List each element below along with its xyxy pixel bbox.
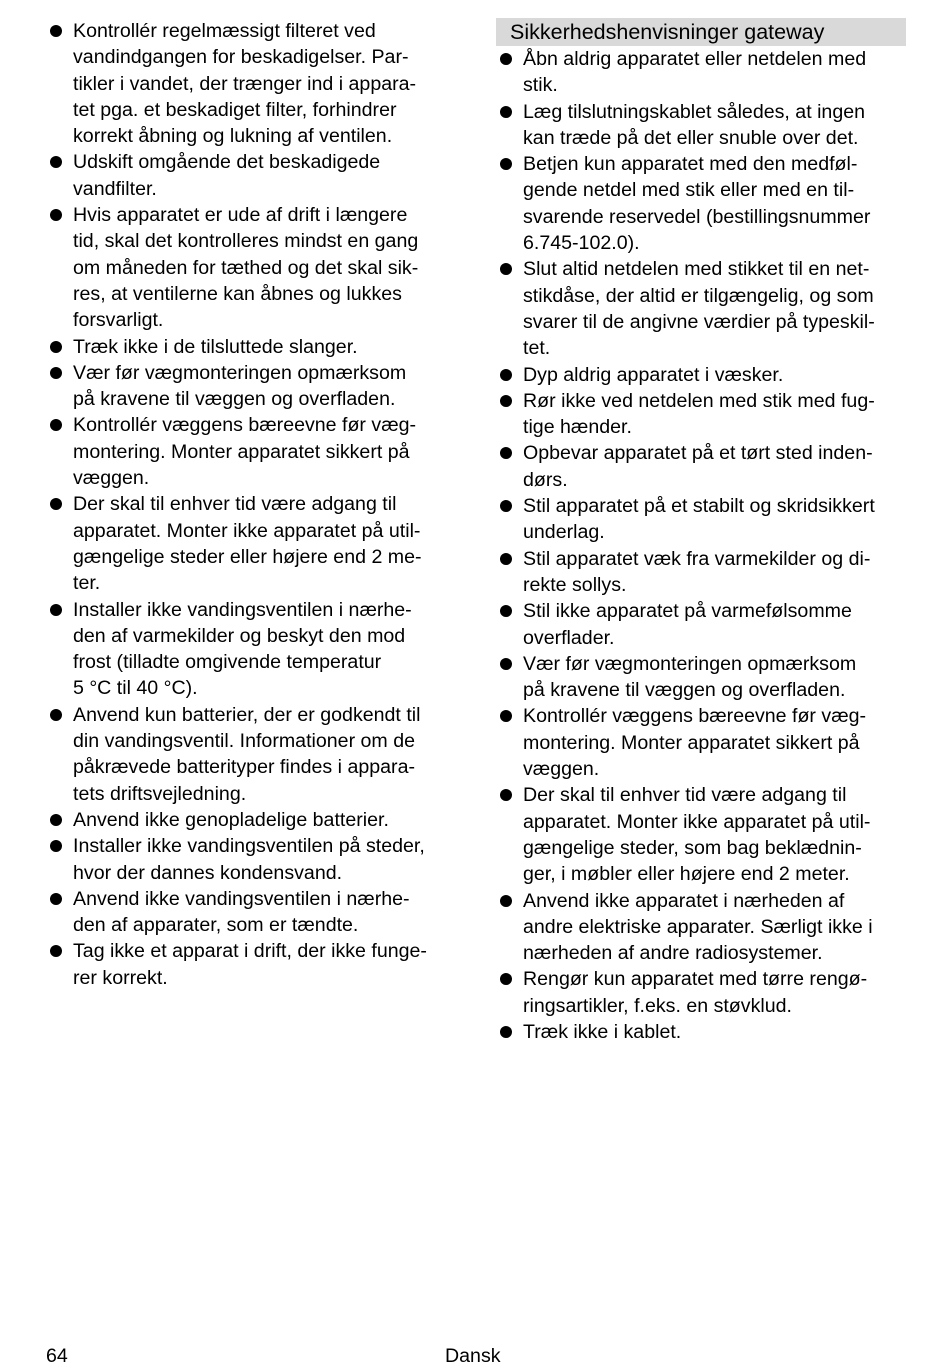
bullet-icon: [500, 500, 512, 512]
list-item-text: Åbn aldrig apparatet eller netdelen med stik.: [523, 48, 867, 97]
list-item-text: Anvend ikke genopladelige batterier.: [73, 808, 389, 831]
bullet-icon: [500, 369, 512, 381]
list-item: [496, 493, 906, 546]
bullet-icon: [500, 895, 512, 907]
list-item-text: Dyp aldrig apparatet i væsker.: [523, 363, 784, 386]
list-item: [46, 412, 460, 491]
list-item-text: Vær før vægmonteringen opmærksom på kravene til væggen og overfladen.: [523, 652, 857, 702]
bullet-icon: [50, 498, 62, 510]
list-item: [46, 597, 460, 702]
bullet-icon: [500, 710, 512, 722]
bullet-icon: [500, 553, 512, 565]
list-item: [496, 546, 906, 599]
list-item: [46, 18, 460, 149]
bullet-icon: [50, 367, 62, 379]
bullet-icon: [500, 395, 512, 407]
list-item-text: Anvend ikke apparatet i nærheden af andre elektriske apparater. Særligt ikke i nærheden af andre radiosystemer.: [523, 889, 873, 965]
list-item: [46, 491, 460, 596]
list-item-text: Træk ikke i de tilsluttede slanger.: [73, 335, 358, 358]
list-item: [46, 938, 460, 991]
list-item-text: Tag ikke et apparat i drift, der ikke funge- rer korrekt.: [73, 940, 427, 989]
bullet-icon: [500, 789, 512, 801]
bullet-icon: [50, 840, 62, 852]
list-item: [496, 46, 906, 99]
bullet-icon: [50, 209, 62, 221]
list-item: [46, 360, 460, 413]
list-item: [46, 886, 460, 939]
bullet-icon: [500, 158, 512, 170]
list-item-text: Vær før vægmonteringen opmærksom på kravene til væggen og overfladen.: [73, 361, 407, 411]
list-item: [496, 703, 906, 782]
bullet-icon: [500, 605, 512, 617]
list-item-text: Kontrollér væggens bæreevne før væg- montering. Monter apparatet sikkert på væggen.: [523, 705, 867, 781]
list-item: [496, 782, 906, 887]
list-item-text: Opbevar apparatet på et tørt sted inden- dørs.: [523, 442, 873, 491]
list-item: [46, 334, 460, 360]
bullet-icon: [50, 945, 62, 957]
list-item: [496, 151, 906, 256]
list-item: [496, 651, 906, 704]
bullet-icon: [50, 604, 62, 616]
list-item: [496, 362, 906, 388]
list-item-text: Betjen kun apparatet med den medføl- gende netdel med stik eller med en til- svarende reservedel (bestillingsnummer 6.745-102.0).: [523, 153, 871, 255]
bullet-icon: [50, 25, 62, 37]
bullet-icon: [50, 709, 62, 721]
left-column: [46, 18, 460, 991]
list-item-text: Læg tilslutningskablet således, at ingen kan træde på det eller snuble over det.: [523, 100, 866, 149]
list-item-text: Anvend kun batterier, der er godkendt til din vandingsventil. Informationer om de påkrævede batterityper findes i appara- tets driftsvejledning.: [73, 703, 421, 805]
list-item-text: Rengør kun apparatet med tørre rengø- ringsartikler, f.eks. en støvklud.: [523, 968, 868, 1017]
list-item-text: Installer ikke vandingsventilen på steder, hvor der dannes kondensvand.: [73, 835, 425, 884]
bullet-icon: [500, 973, 512, 985]
bullet-icon: [500, 53, 512, 65]
bullet-icon: [50, 419, 62, 431]
page-number: 64: [46, 1345, 68, 1367]
bullet-icon: [500, 263, 512, 275]
list-item: [46, 202, 460, 333]
list-item-text: Anvend ikke vandingsventilen i nærhe- den af apparater, som er tændte.: [73, 887, 410, 937]
list-item-text: Træk ikke i kablet.: [523, 1020, 682, 1043]
list-item: [496, 598, 906, 651]
list-item: [496, 888, 906, 967]
list-item: [46, 833, 460, 886]
bullet-icon: [500, 447, 512, 459]
bullet-icon: [50, 341, 62, 353]
list-item-text: Kontrollér regelmæssigt filteret ved vandindgangen for beskadigelser. Par- tikler i vandet, der trænger ind i appara- tet pga. et beskadiget filter, forhindrer korrekt åbning og lukning af ventilen.: [73, 20, 417, 148]
footer-language: Dansk: [445, 1345, 501, 1367]
list-item-text: Rør ikke ved netdelen med stik med fug- tige hænder.: [523, 389, 875, 439]
left-bullet-list: [46, 18, 460, 991]
list-item: [46, 702, 460, 807]
list-item: [46, 807, 460, 833]
list-item: [496, 388, 906, 441]
list-item-text: Stil apparatet væk fra varmekilder og di- rekte sollys.: [523, 547, 871, 596]
list-item-text: Stil apparatet på et stabilt og skridsikkert underlag.: [523, 495, 875, 544]
bullet-icon: [50, 814, 62, 826]
list-item-text: Slut altid netdelen med stikket til en net- stikdåse, der altid er tilgængelig, og som svarer til de angivne værdier på typeskil- tet.: [523, 258, 875, 360]
bullet-icon: [50, 156, 62, 168]
list-item: [496, 256, 906, 361]
bullet-icon: [500, 658, 512, 670]
list-item: [496, 440, 906, 493]
list-item-text: Kontrollér væggens bæreevne før væg- montering. Monter apparatet sikkert på væggen.: [73, 414, 417, 490]
bullet-icon: [500, 106, 512, 118]
list-item: [46, 149, 460, 202]
list-item: [496, 966, 906, 1019]
list-item: [496, 99, 906, 152]
list-item-text: Udskift omgående det beskadigede vandfilter.: [73, 151, 381, 200]
list-item-text: Der skal til enhver tid være adgang til apparatet. Monter ikke apparatet på util- gængelige steder eller højere end 2 me- ter.: [73, 493, 422, 595]
bullet-icon: [50, 893, 62, 905]
list-item: [496, 1019, 906, 1045]
list-item-text: Installer ikke vandingsventilen i nærhe- den af varmekilder og beskyt den mod frost (tilladte omgivende temperatur 5 °C til 40 °C).: [73, 598, 412, 700]
right-bullet-list: [496, 46, 906, 1045]
list-item-text: Stil ikke apparatet på varmefølsomme overflader.: [523, 600, 852, 649]
list-item-text: Hvis apparatet er ude af drift i længere tid, skal det kontrolleres mindst en gang om måneden for tæthed og det skal sik- res, at ventilerne kan åbnes og lukkes forsvarligt.: [73, 204, 419, 332]
list-item-text: Der skal til enhver tid være adgang til apparatet. Monter ikke apparatet på util- gængelige steder, som bag beklædnin- ger, i møbler eller højere end 2 meter.: [523, 784, 871, 886]
right-column: [496, 18, 906, 1045]
section-heading: Sikkerhedshenvisninger gateway: [496, 18, 906, 46]
bullet-icon: [500, 1026, 512, 1038]
